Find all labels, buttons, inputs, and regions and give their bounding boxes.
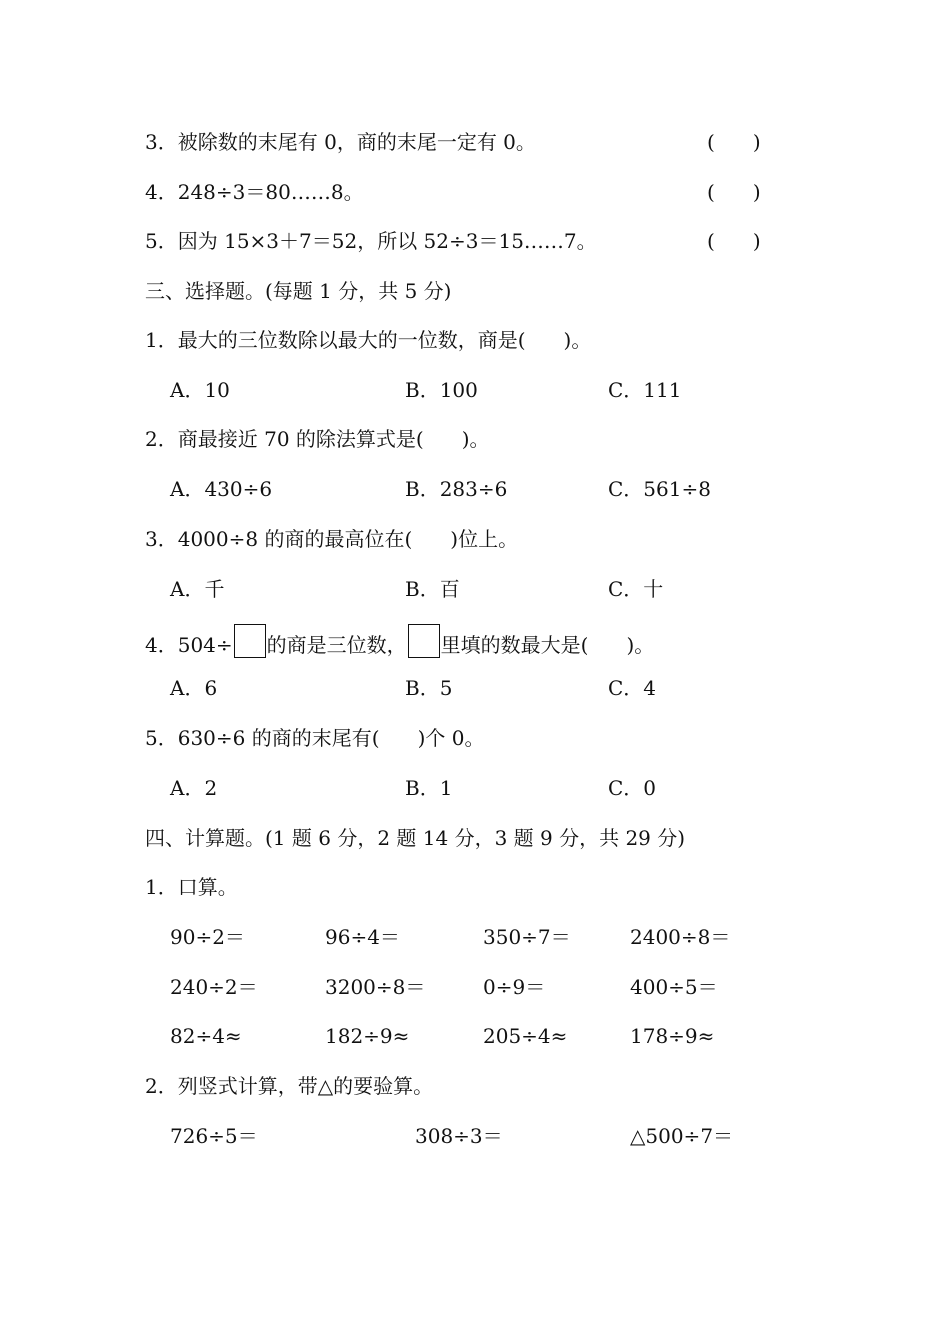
vertical-calc-item: 726÷5＝: [170, 1124, 258, 1148]
oral-calc-item: 350÷7＝: [483, 925, 571, 949]
answer-parentheses[interactable]: ( ): [707, 130, 761, 154]
choice-question: 2．商最接近 70 的除法算式是( )。: [145, 427, 490, 451]
oral-calc-item: 90÷2＝: [170, 925, 245, 949]
option-c[interactable]: C．十: [608, 577, 664, 601]
oral-calc-item: 182÷9≈: [325, 1024, 410, 1048]
vertical-calc-item: 308÷3＝: [415, 1124, 503, 1148]
answer-parentheses[interactable]: ( ): [707, 180, 761, 204]
oral-calc-item: 0÷9＝: [483, 975, 546, 999]
choice-question: 5．630÷6 的商的末尾有( )个 0。: [145, 726, 485, 750]
oral-calc-item: 400÷5＝: [630, 975, 718, 999]
option-a[interactable]: A．千: [170, 577, 225, 601]
judge-question: 3．被除数的末尾有 0，商的末尾一定有 0。: [145, 130, 536, 154]
oral-calc-item: 178÷9≈: [630, 1024, 715, 1048]
judge-question: 5．因为 15×3＋7＝52，所以 52÷3＝15……7。: [145, 229, 597, 253]
option-c[interactable]: C．111: [608, 378, 682, 402]
option-b[interactable]: B．1: [405, 776, 453, 800]
choice-question: 1．最大的三位数除以最大的一位数，商是( )。: [145, 328, 592, 352]
vertical-calc-item: △500÷7＝: [630, 1124, 734, 1148]
option-c[interactable]: C．561÷8: [608, 477, 711, 501]
oral-calc-item: 2400÷8＝: [630, 925, 731, 949]
option-a[interactable]: A．10: [170, 378, 230, 402]
oral-calc-item: 240÷2＝: [170, 975, 258, 999]
option-a[interactable]: A．430÷6: [170, 477, 273, 501]
option-b[interactable]: B．5: [405, 676, 453, 700]
oral-calc-item: 3200÷8＝: [325, 975, 426, 999]
subsection-title: 1．口算。: [145, 875, 238, 899]
judge-question: 4．248÷3＝80……8。: [145, 180, 364, 204]
choice-question: 4．504÷ 的商是三位数， 里填的数最大是( )。: [145, 624, 654, 659]
section-title: 三、选择题。(每题 1 分，共 5 分): [145, 279, 452, 303]
oral-calc-item: 205÷4≈: [483, 1024, 568, 1048]
square-box-icon: [234, 624, 266, 658]
square-box-icon: [408, 624, 440, 658]
option-b[interactable]: B．百: [405, 577, 460, 601]
option-c[interactable]: C．0: [608, 776, 657, 800]
option-c[interactable]: C．4: [608, 676, 657, 700]
section-title: 四、计算题。(1 题 6 分，2 题 14 分，3 题 9 分，共 29 分): [145, 826, 686, 850]
option-b[interactable]: B．283÷6: [405, 477, 508, 501]
answer-parentheses[interactable]: ( ): [707, 229, 761, 253]
oral-calc-item: 96÷4＝: [325, 925, 400, 949]
option-a[interactable]: A．2: [170, 776, 218, 800]
oral-calc-item: 82÷4≈: [170, 1024, 242, 1048]
option-a[interactable]: A．6: [170, 676, 218, 700]
choice-question: 3．4000÷8 的商的最高位在( )位上。: [145, 527, 519, 551]
subsection-title: 2．列竖式计算，带△的要验算。: [145, 1074, 434, 1098]
option-b[interactable]: B．100: [405, 378, 478, 402]
